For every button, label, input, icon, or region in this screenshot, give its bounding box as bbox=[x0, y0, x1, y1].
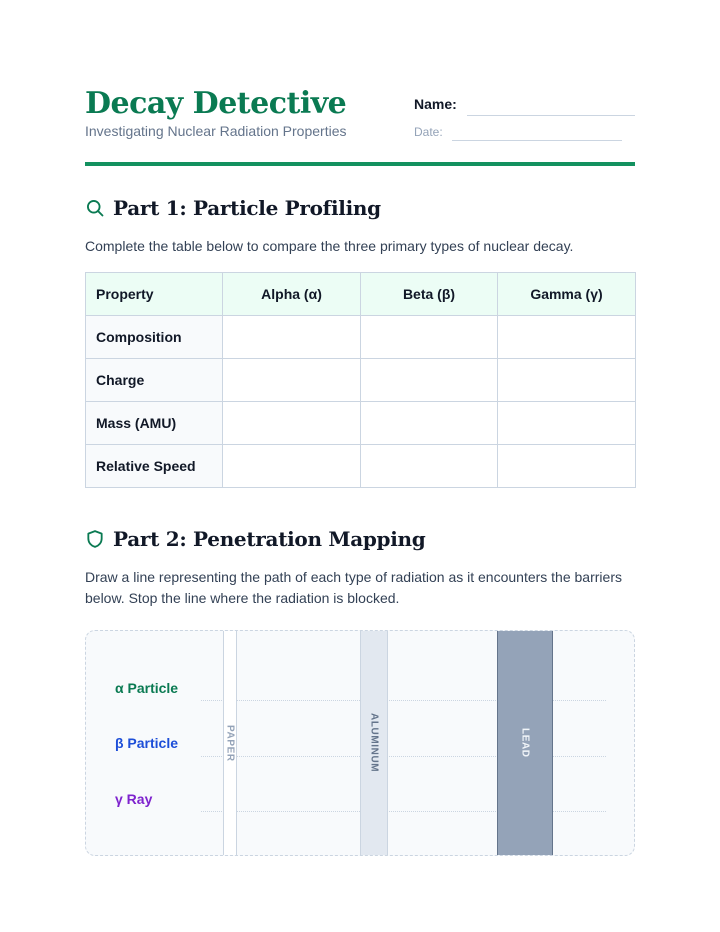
column-header: Alpha (α) bbox=[223, 273, 361, 316]
table-header-row bbox=[86, 273, 636, 316]
page-title: Decay Detective bbox=[85, 86, 347, 121]
answer-cell[interactable] bbox=[498, 316, 636, 359]
date-label: Date: bbox=[414, 125, 443, 139]
answer-cell[interactable] bbox=[361, 316, 498, 359]
part1-title: Part 1: Particle Profiling bbox=[113, 196, 381, 220]
gamma-ray-label: γ Ray bbox=[115, 791, 153, 807]
part1-heading bbox=[85, 194, 381, 222]
paper-label: PAPER bbox=[224, 724, 236, 762]
answer-cell[interactable] bbox=[223, 359, 361, 402]
table-row bbox=[86, 359, 636, 402]
answer-cell[interactable] bbox=[361, 359, 498, 402]
column-header: Beta (β) bbox=[361, 273, 498, 316]
part2-title: Part 2: Penetration Mapping bbox=[113, 527, 426, 551]
row-header: Relative Speed bbox=[86, 445, 223, 488]
row-header: Composition bbox=[86, 316, 223, 359]
shield-icon bbox=[85, 529, 105, 549]
part2-heading bbox=[85, 525, 425, 553]
part1-instructions: Complete the table below to compare the three primary types of nuclear decay. bbox=[85, 238, 574, 254]
aluminum-barrier bbox=[360, 631, 388, 855]
answer-cell[interactable] bbox=[223, 316, 361, 359]
answer-cell[interactable] bbox=[498, 402, 636, 445]
date-field[interactable] bbox=[452, 140, 622, 141]
beta-particle-label: β Particle bbox=[115, 735, 179, 751]
row-header: Charge bbox=[86, 359, 223, 402]
page-subtitle: Investigating Nuclear Radiation Properties bbox=[85, 123, 347, 139]
answer-cell[interactable] bbox=[223, 402, 361, 445]
part2-instructions: Draw a line representing the path of each type of radiation as it encounters the barriers below. Stop the line where the radiation is blocked. bbox=[85, 569, 622, 606]
answer-cell[interactable] bbox=[361, 402, 498, 445]
worksheet-header bbox=[85, 84, 635, 166]
answer-cell[interactable] bbox=[498, 445, 636, 488]
table-row bbox=[86, 402, 636, 445]
column-header: Gamma (γ) bbox=[498, 273, 636, 316]
answer-cell[interactable] bbox=[361, 445, 498, 488]
header-divider bbox=[85, 162, 635, 166]
answer-cell[interactable] bbox=[223, 445, 361, 488]
row-header: Mass (AMU) bbox=[86, 402, 223, 445]
paper-barrier bbox=[223, 631, 237, 855]
column-header: Property bbox=[86, 273, 223, 316]
particle-table bbox=[85, 272, 636, 488]
search-icon bbox=[85, 198, 105, 218]
answer-cell[interactable] bbox=[498, 359, 636, 402]
name-label: Name: bbox=[414, 96, 457, 112]
penetration-diagram[interactable] bbox=[85, 630, 635, 856]
aluminum-label: ALUMINUM bbox=[368, 713, 380, 773]
lead-label: LEAD bbox=[519, 728, 531, 758]
alpha-particle-label: α Particle bbox=[115, 680, 179, 696]
name-field[interactable] bbox=[467, 115, 635, 116]
table-row bbox=[86, 316, 636, 359]
table-row bbox=[86, 445, 636, 488]
lead-barrier bbox=[497, 631, 553, 855]
